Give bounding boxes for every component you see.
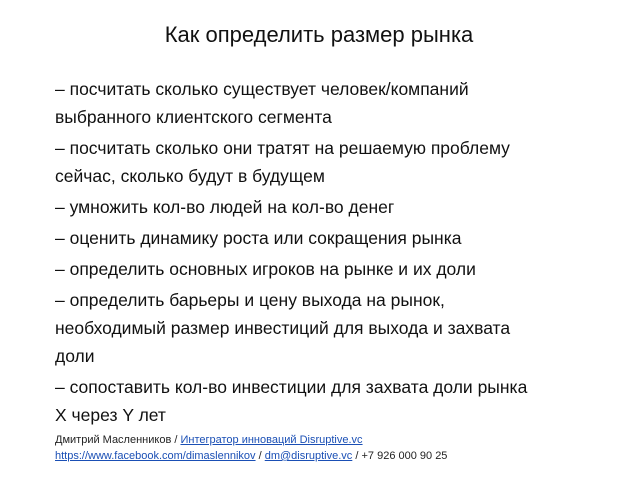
bullet-item: – посчитать сколько они тратят на решаемую проблему сейчас, сколько будут в будущем [55, 138, 510, 186]
footer-separator: / [171, 434, 181, 446]
footer [55, 432, 615, 464]
slide-title: Как определить размер рынка [164, 22, 474, 47]
bullet-item: – определить барьеры и цену выхода на рынок, необходимый размер инвестиций для выхода и захвата доли [55, 290, 511, 366]
footer-separator: / [255, 450, 265, 462]
facebook-link[interactable]: https://www.facebook.com/dimaslennikov [55, 450, 256, 462]
bullet-item: – определить основных игроков на рынке и их доли [55, 259, 476, 279]
email-link[interactable]: dm@disruptive.vc [264, 450, 353, 462]
phone-number: / +7 926 000 90 25 [352, 450, 448, 462]
bullet-item: – посчитать сколько существует человек/компаний выбранного клиентского сегмента [55, 79, 469, 127]
bullet-item: – оценить динамику роста или сокращения рынка [55, 228, 462, 248]
bullet-item: – сопоставить кол-во инвестиции для захвата доли рынка X через Y лет [55, 377, 528, 425]
bullet-item: – умножить кол-во людей на кол-во денег [55, 197, 395, 217]
footer-line-1 [55, 432, 615, 448]
bullet-list [55, 75, 615, 432]
integrator-link[interactable]: Интегратор инноваций Disruptive.vc [180, 434, 363, 446]
author-name: Дмитрий Масленников [55, 434, 172, 446]
footer-line-2 [55, 448, 615, 464]
